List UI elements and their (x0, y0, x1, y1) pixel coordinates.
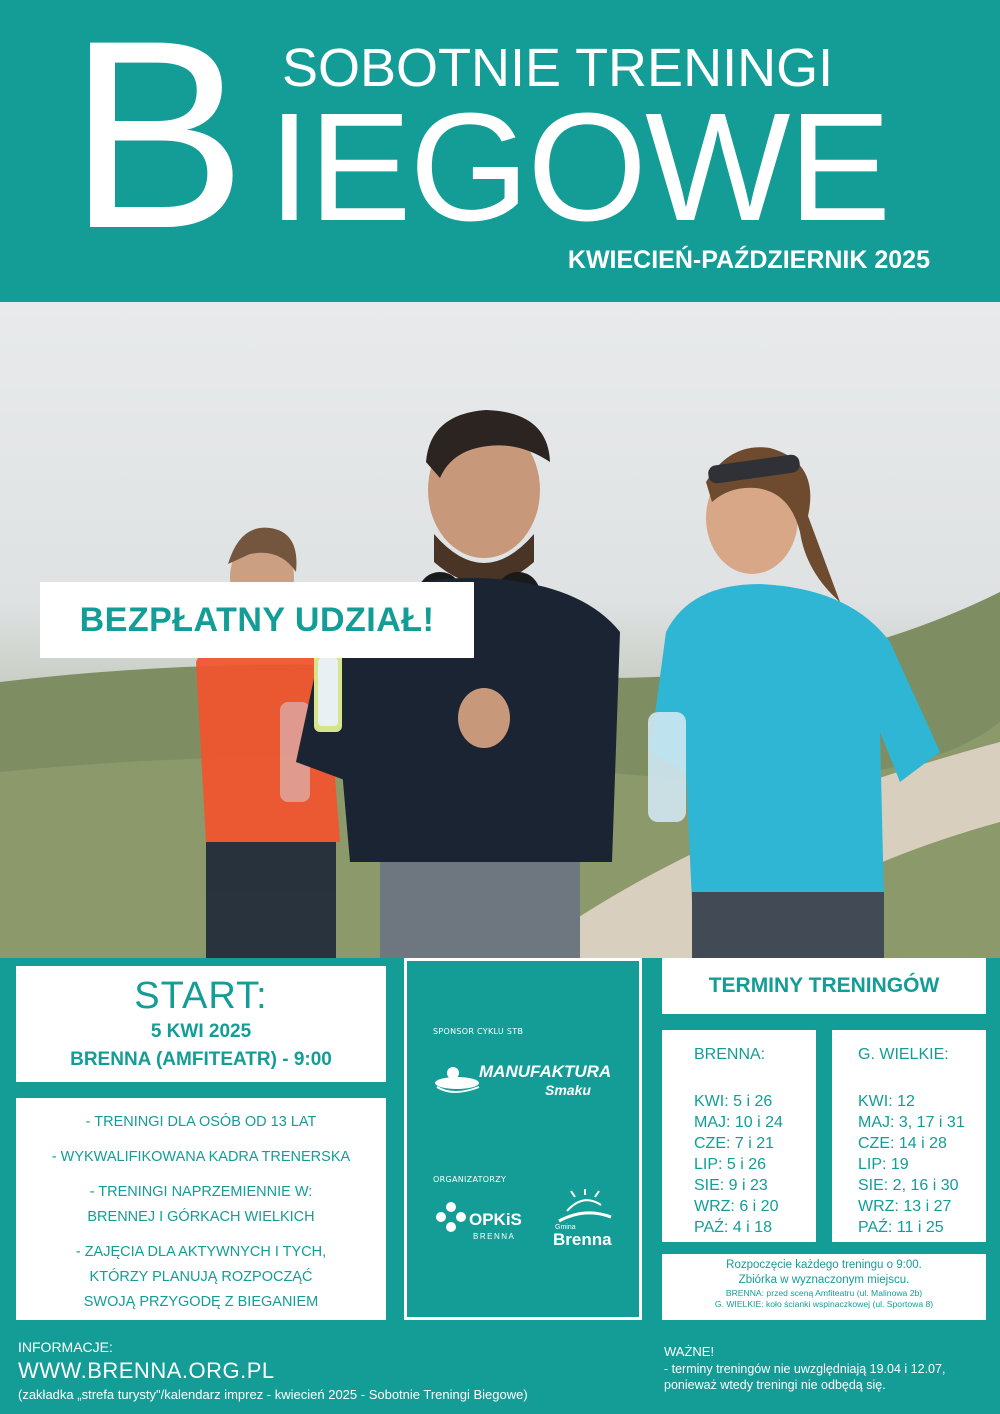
org1-sub: BRENNA (473, 1232, 516, 1241)
meeting-note-box (662, 1254, 986, 1320)
note-start-time: Rozpoczęcie każdego treningu o 9:00. (726, 1259, 922, 1271)
schedule-row: KWI: 12 (858, 1093, 915, 1110)
feature-audience-3: SWOJĄ PRZYGODĘ Z BIEGANIEM (83, 1294, 319, 1310)
important-line-1: - terminy treningów nie uwzględniają 19.04 i 12.07, (664, 1362, 946, 1376)
note-gw-place: G. WIELKIE: koło ścianki wspinaczkowej (ul. Sportowa 8) (714, 1299, 934, 1309)
sponsor-panel (404, 958, 642, 1320)
schedule-row: PAŹ: 4 i 18 (694, 1219, 772, 1236)
schedule-row: KWI: 5 i 26 (694, 1093, 773, 1110)
feature-alternating-2: BRENNEJ I GÓRKACH WIELKICH (87, 1209, 315, 1225)
note-meeting: Zbiórka w wyznaczonym miejscu. (738, 1274, 910, 1286)
schedule-gorki-wielkie (832, 1030, 986, 1242)
title-top: SOBOTNIE TRENINGI (282, 38, 834, 98)
terms-heading: TERMINY TRENINGÓW (662, 958, 986, 1014)
schedule-row: CZE: 7 i 21 (694, 1135, 775, 1152)
schedule-row: PAŹ: 11 i 25 (858, 1219, 944, 1236)
start-box (16, 966, 386, 1082)
schedule-brenna (662, 1030, 816, 1242)
schedule-brenna-title: BRENNA: (694, 1046, 766, 1063)
schedule-row: SIE: 9 i 23 (694, 1177, 768, 1194)
start-title: START: (134, 975, 268, 1017)
feature-audience-2: KTÓRZY PLANUJĄ ROZPOCZĄĆ (89, 1269, 313, 1285)
free-participation-badge: BEZPŁATNY UDZIAŁ! (40, 582, 474, 658)
poster-header (0, 0, 1000, 300)
feature-audience-1: - ZAJĘCIA DLA AKTYWNYCH I TYCH, (75, 1244, 327, 1260)
important-label: WAŻNE! (664, 1344, 715, 1359)
sponsor-name-1: MANUFAKTURA (479, 1062, 612, 1081)
feature-trainers: - WYKWALIFIKOWANA KADRA TRENERSKA (51, 1149, 351, 1165)
start-date: 5 KWI 2025 (150, 1021, 252, 1042)
title-main: IEGOWE (268, 81, 890, 253)
note-brenna-place: BRENNA: przed sceną Amfiteatru (ul. Malinowa 2b) (725, 1288, 923, 1298)
org1-name: OPKiS (469, 1210, 522, 1229)
sponsor-label: SPONSOR CYKLU STB (433, 1027, 524, 1036)
schedule-row: MAJ: 3, 17 i 31 (858, 1114, 965, 1131)
schedule-row: SIE: 2, 16 i 30 (858, 1177, 959, 1194)
info-label: INFORMACJE: (18, 1339, 113, 1355)
feature-alternating-1: - TRENINGI NAPRZEMIENNIE W: (89, 1184, 313, 1200)
title-initial: B (68, 0, 243, 284)
runners-photo (0, 302, 1000, 958)
schedule-row: LIP: 19 (858, 1156, 909, 1173)
features-box (16, 1098, 386, 1320)
schedule-row: WRZ: 6 i 20 (694, 1198, 779, 1215)
schedule-row: MAJ: 10 i 24 (694, 1114, 783, 1131)
info-path: (zakładka „strefa turysty"/kalendarz imprez - kwiecień 2025 - Sobotnie Treningi Biegowe) (18, 1387, 528, 1402)
info-url-link[interactable]: WWW.BRENNA.ORG.PL (18, 1358, 275, 1383)
schedule-gw-title: G. WIELKIE: (858, 1046, 949, 1063)
gmina-brenna-logo (545, 1189, 635, 1253)
manufaktura-smaku-logo (433, 1051, 623, 1111)
date-range: KWIECIEŃ-PAŹDZIERNIK 2025 (567, 246, 930, 274)
start-place: BRENNA (AMFITEATR) - 9:00 (70, 1049, 332, 1070)
footer-important (664, 1344, 994, 1393)
sponsor-name-2: Smaku (545, 1082, 591, 1098)
schedule-row: LIP: 5 i 26 (694, 1156, 767, 1173)
org2-small: Gmina (555, 1224, 576, 1231)
feature-age: - TRENINGI DLA OSÓB OD 13 LAT (85, 1114, 317, 1130)
footer-info (18, 1338, 528, 1404)
schedule-row: CZE: 14 i 28 (858, 1135, 947, 1152)
organizers-label: ORGANIZATORZY (433, 1175, 507, 1184)
opkis-logo (433, 1195, 533, 1255)
org2-name: Brenna (553, 1230, 612, 1249)
schedule-row: WRZ: 13 i 27 (858, 1198, 952, 1215)
important-line-2: ponieważ wtedy treningi nie odbędą się. (664, 1377, 886, 1392)
